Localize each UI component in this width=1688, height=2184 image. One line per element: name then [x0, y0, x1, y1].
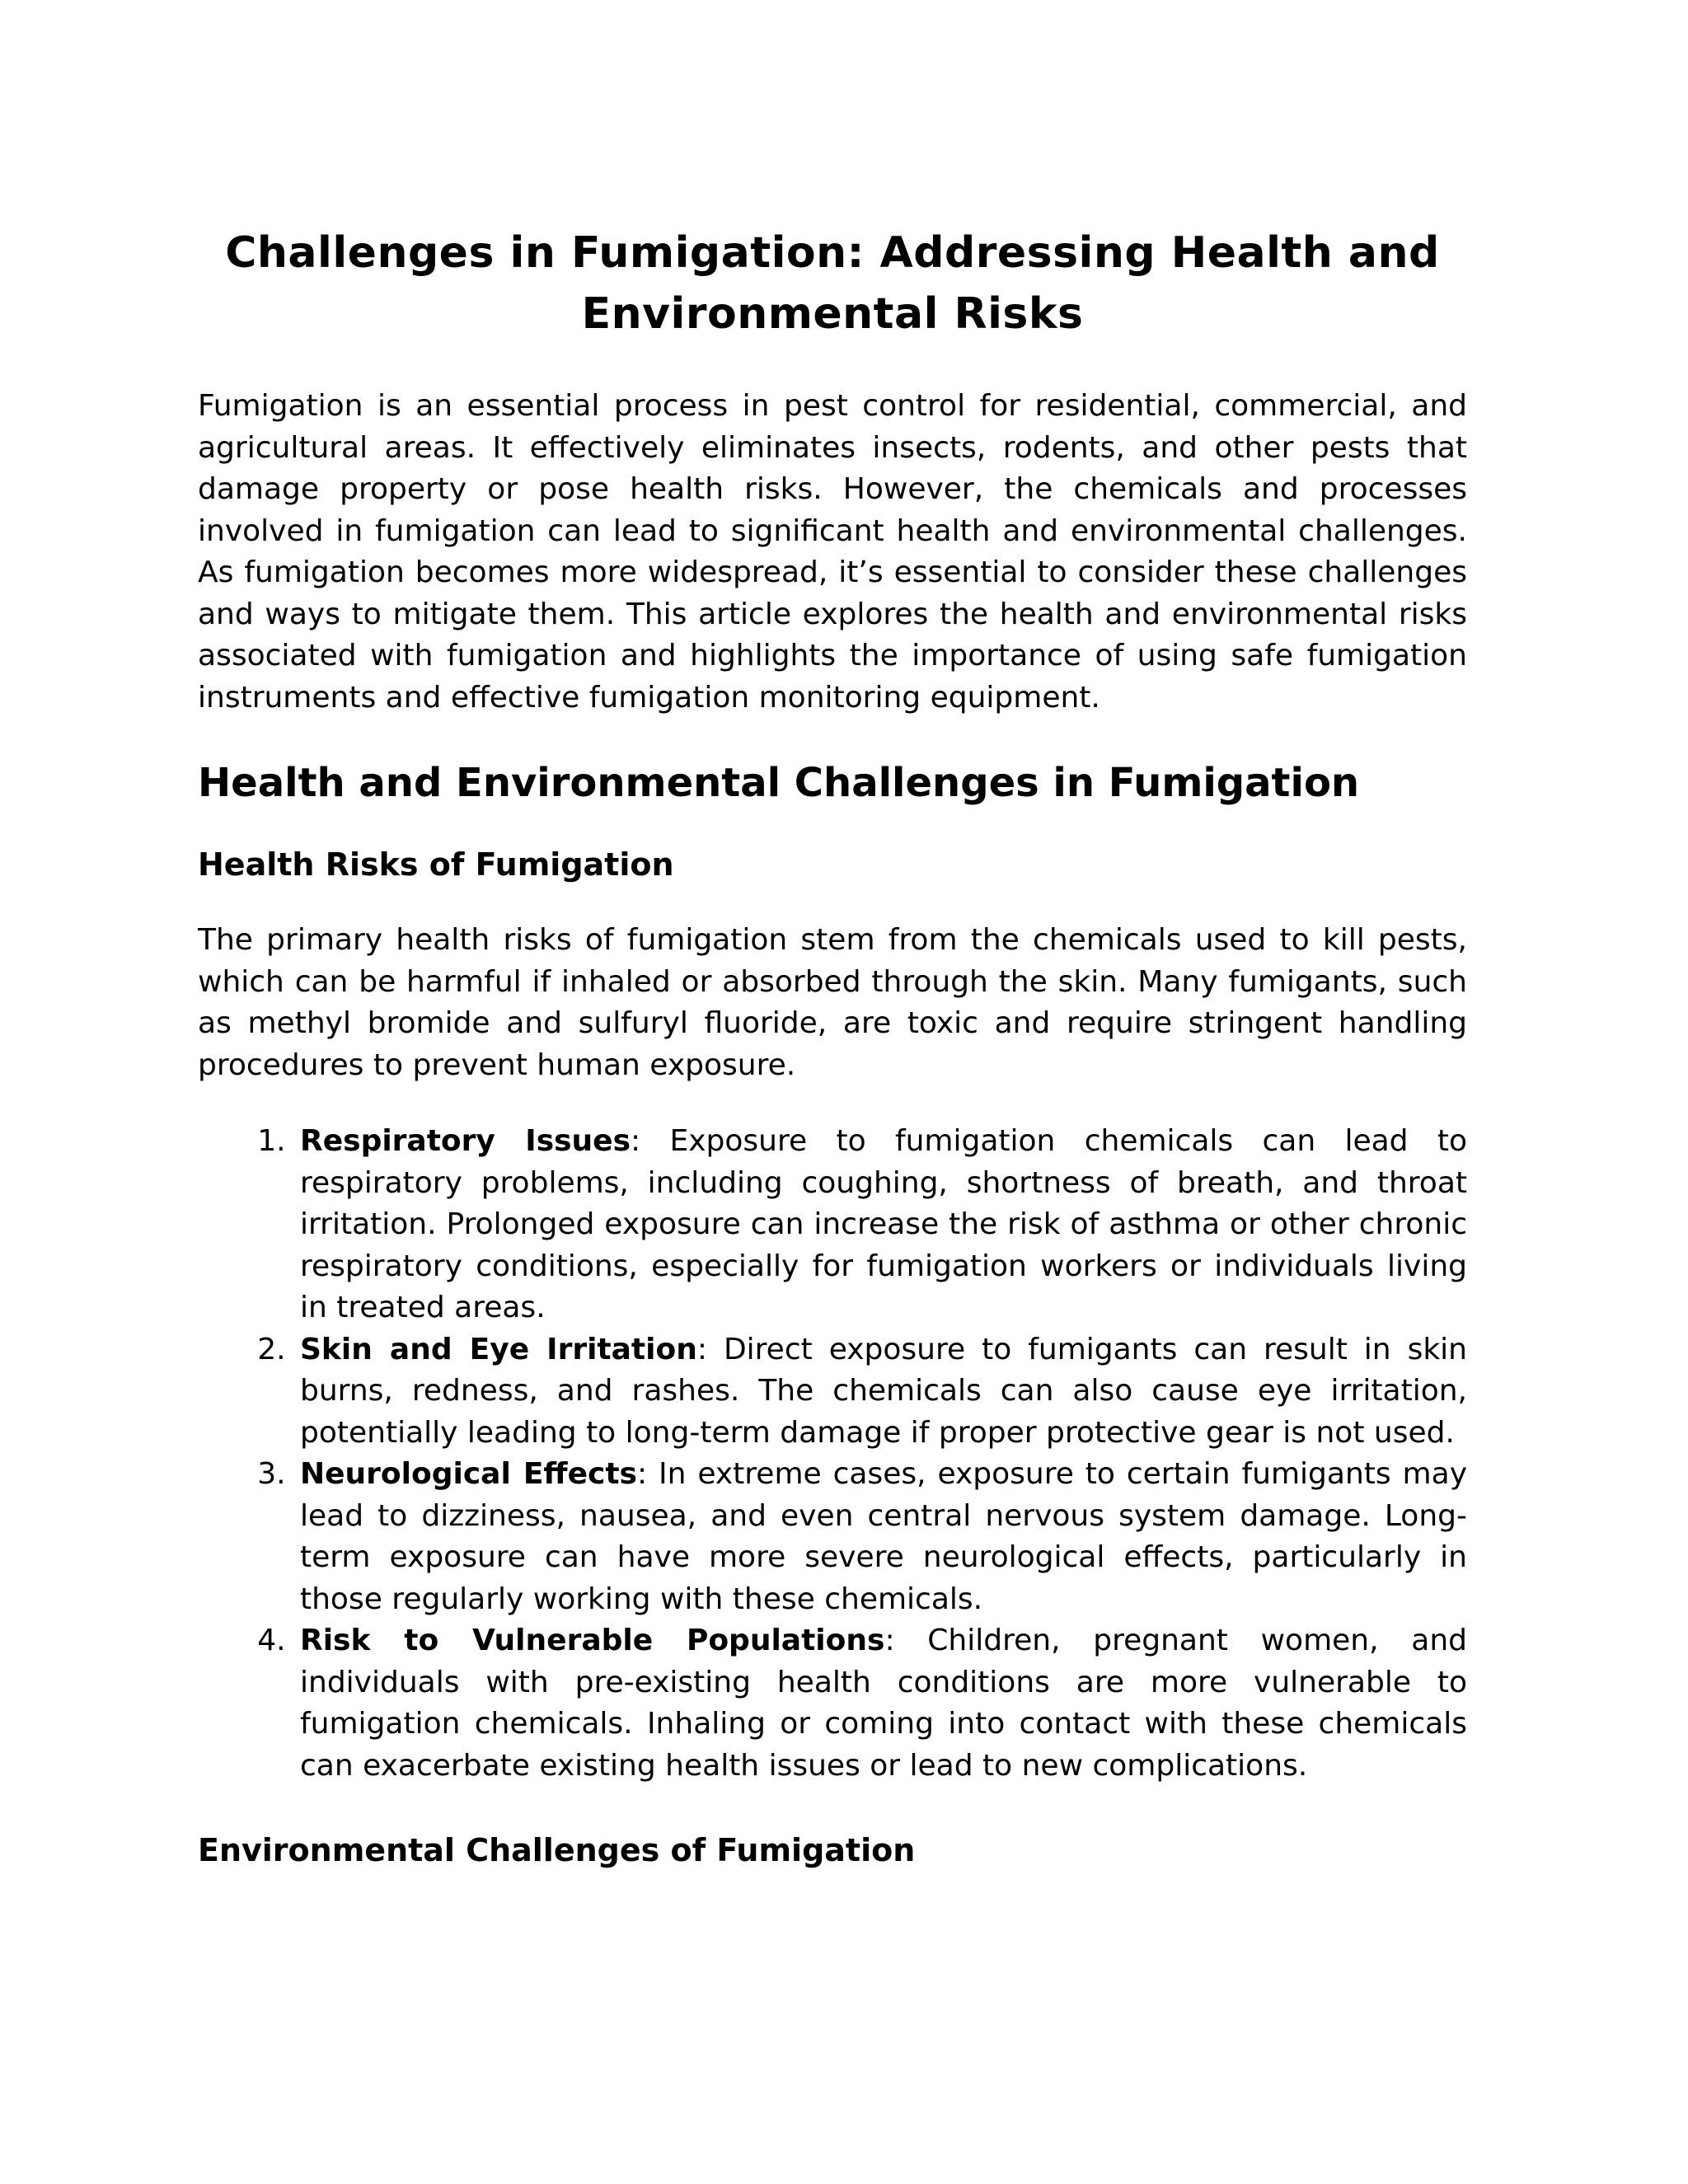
health-risks-heading: Health Risks of Fumigation	[198, 846, 674, 883]
list-item	[295, 1454, 1467, 1620]
document-page	[198, 223, 1467, 1905]
environmental-challenges-heading: Environmental Challenges of Fumigation	[198, 1832, 916, 1868]
page-title: Challenges in Fumigation: Addressing Health and Environmental Risks	[225, 228, 1440, 339]
intro-paragraph: Fumigation is an essential process in pest control for residential, commercial, and agricultural areas. It effectively eliminates insects, rodents, and other pests that damage property or pose health risks. However, the chemicals and processes involved in fumigation can lead to significant health and environmental challenges. As fumigation becomes more widespread, it’s essential to consider these challenges and ways to mitigate them. This article explores the health and environmental risks associated with fumigation and highlights the importance of using safe fumigation instruments and effective fumigation monitoring equipment.	[198, 389, 1467, 715]
list-item	[295, 1620, 1467, 1787]
list-item-term: Neurological Effects	[300, 1457, 637, 1491]
health-risks-paragraph: The primary health risks of fumigation stem from the chemicals used to kill pests, which can be harmful if inhaled or absorbed through the skin. Many fumigants, such as methyl bromide and sulfuryl fluoride, are toxic and require stringent handling procedures to prevent human exposure.	[198, 923, 1467, 1082]
list-item-text: : Exposure to fumigation chemicals can lead to respiratory problems, including coughing, shortness of breath, and throat irritation. Prolonged exposure can increase the risk of asthma or other chronic respiratory conditions, especially for fumigation workers or individuals living in treated areas.	[300, 1124, 1467, 1324]
list-item-term: Skin and Eye Irritation	[300, 1332, 697, 1366]
section-heading: Health and Environmental Challenges in Fumigation	[198, 760, 1360, 806]
list-item-term: Risk to Vulnerable Populations	[300, 1624, 885, 1657]
list-item	[295, 1121, 1467, 1329]
list-item-text: : Children, pregnant women, and individuals with pre-existing health conditions are more vulnerable to fumigation chemicals. Inhaling or coming into contact with these chemicals can exacerbate existing health issues or lead to new complications.	[300, 1624, 1467, 1783]
list-item-text: : Direct exposure to fumigants can result in skin burns, redness, and rashes. The chemicals can also cause eye irritation, potentially leading to long-term damage if proper protective gear is not used.	[300, 1332, 1467, 1450]
list-item-text: : In extreme cases, exposure to certain fumigants may lead to dizziness, nausea, and even central nervous system damage. Long-term exposure can have more severe neurological effects, particularly in those regularly working with these chemicals.	[300, 1457, 1467, 1616]
health-risks-list	[198, 1121, 1467, 1787]
list-item-term: Respiratory Issues	[300, 1124, 631, 1158]
list-item	[295, 1329, 1467, 1455]
